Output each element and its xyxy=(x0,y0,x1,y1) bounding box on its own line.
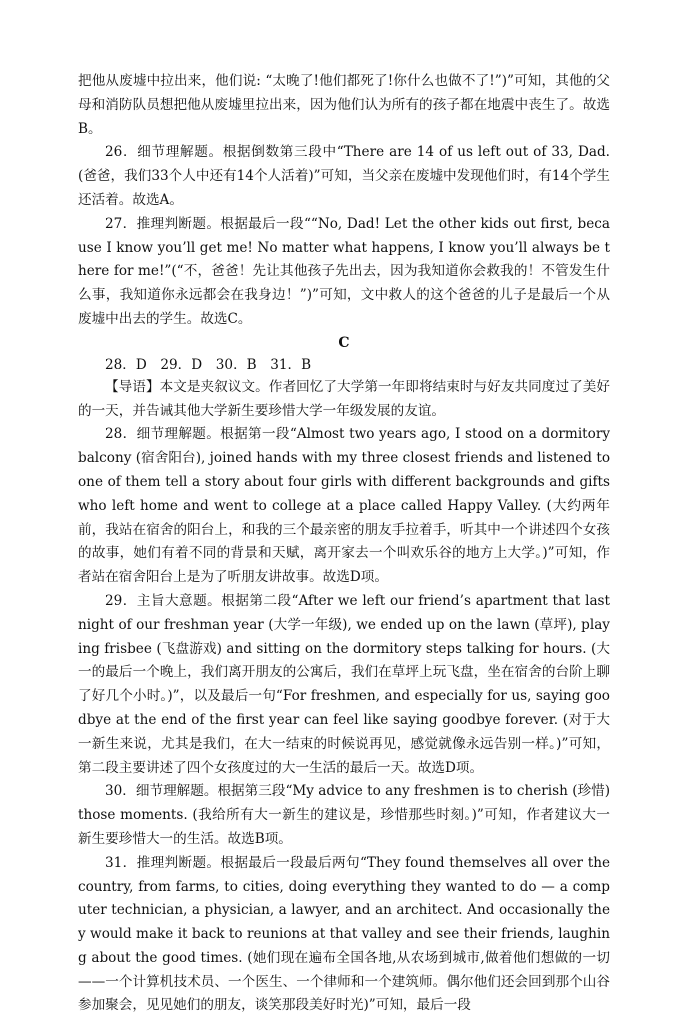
section-heading: C xyxy=(338,334,350,351)
paragraph-guide: 【导语】本文是夹叙议文。作者回忆了大学第一年即将结束时与好友共同度过了美好的一天，并告诫其他大学新生要珍惜大学一年级发展的友谊。 xyxy=(78,378,610,419)
paragraph-question-28: 28．细节理解题。根据第一段“Almost two years ago, I stood on a dormitory balcony (宿舍阳台), joined hands with my three closest friends and listened to one of them tell a story about four girls with different backgrounds and gifts who left home and went to college at a place called Happy Valley. (大约两年前，我站在宿舍的阳台上，和我的三个最亲密的朋友手拉着手，听其中一个讲述四个女孩的故事，她们有着不同的背景和天赋，离开家去一个叫欢乐谷的地方上大学。)”可知，作者站在宿舍阳台上是为了听朋友讲故事。故选D项。 xyxy=(78,426,610,586)
paragraph-question-29: 29．主旨大意题。根据第二段“After we left our friend’s apartment that last night of our freshman year (大学一年级), we ended up on the lawn (草坪), playing frisbee (飞盘游戏) and sitting on the dormitory steps talking for hours. (大一的最后一个晚上，我们离开朋友的公寓后，我们在草坪上玩飞盘，坐在宿舍的台阶上聊了好几个小时。)”，以及最后一句“For freshmen, and especially for us, saying goodbye at the end of the first year can feel like saying goodbye forever. (对于大一新生来说，尤其是我们，在大一结束的时候说再见，感觉就像永远告别一样。)”可知，第二段主要讲述了四个女孩度过的大一生活的最后一天。故选D项。 xyxy=(78,592,610,776)
answer-key-line: 28．D 29．D 30．B 31．B xyxy=(105,356,312,373)
paragraph-question-31: 31．推理判断题。根据最后一段最后两句“They found themselves all over the country, from farms, to cities, doing everything they wanted to do — a computer technician, a physician, a lawyer, and an architect. And occasionally they would make it back to reunions at that valley and see their friends, laughing about the good times. (她们现在遍布全国各地,从农场到城市,做着他们想做的一切——一个计算机技术员、一个医生、一个律师和一个建筑师。偶尔他们还会回到那个山谷参加聚会，见见她们的朋友，谈笑那段美好时光)”可知，最后一段 xyxy=(78,854,610,1014)
paragraph-question-27: 27．推理判断题。根据最后一段““No, Dad! Let the other kids out first, because I know you’ll get me! No matter what happens, I know you’ll always be there for me!”(“不，爸爸！先让其他孩子先出去，因为我知道你会救我的！不管发生什么事，我知道你永远都会在我身边！”)”可知，文中救人的这个爸爸的儿子是最后一个从废墟中出去的学生。故选C。 xyxy=(78,215,610,327)
paragraph-question-30: 30．细节理解题。根据第三段“My advice to any freshmen is to cherish (珍惜) those moments. (我给所有大一新生的建议是，珍惜那些时刻。)”可知，作者建议大一新生要珍惜大一的生活。故选B项。 xyxy=(78,783,610,847)
paragraph-continued: 把他从废墟中拉出来，他们说: “太晚了!他们都死了!你什么也做不了!”)”可知，其他的父母和消防队员想把他从废墟里拉出来，因为他们认为所有的孩子都在地震中丧生了。故选B。 xyxy=(78,73,610,137)
paragraph-question-26: 26．细节理解题。根据倒数第三段中“There are 14 of us left out of 33, Dad.(爸爸，我们33个人中还有14个人活着)”可知，当父亲在废墟中发现他们时，有14个学生还活着。故选A。 xyxy=(78,144,610,208)
